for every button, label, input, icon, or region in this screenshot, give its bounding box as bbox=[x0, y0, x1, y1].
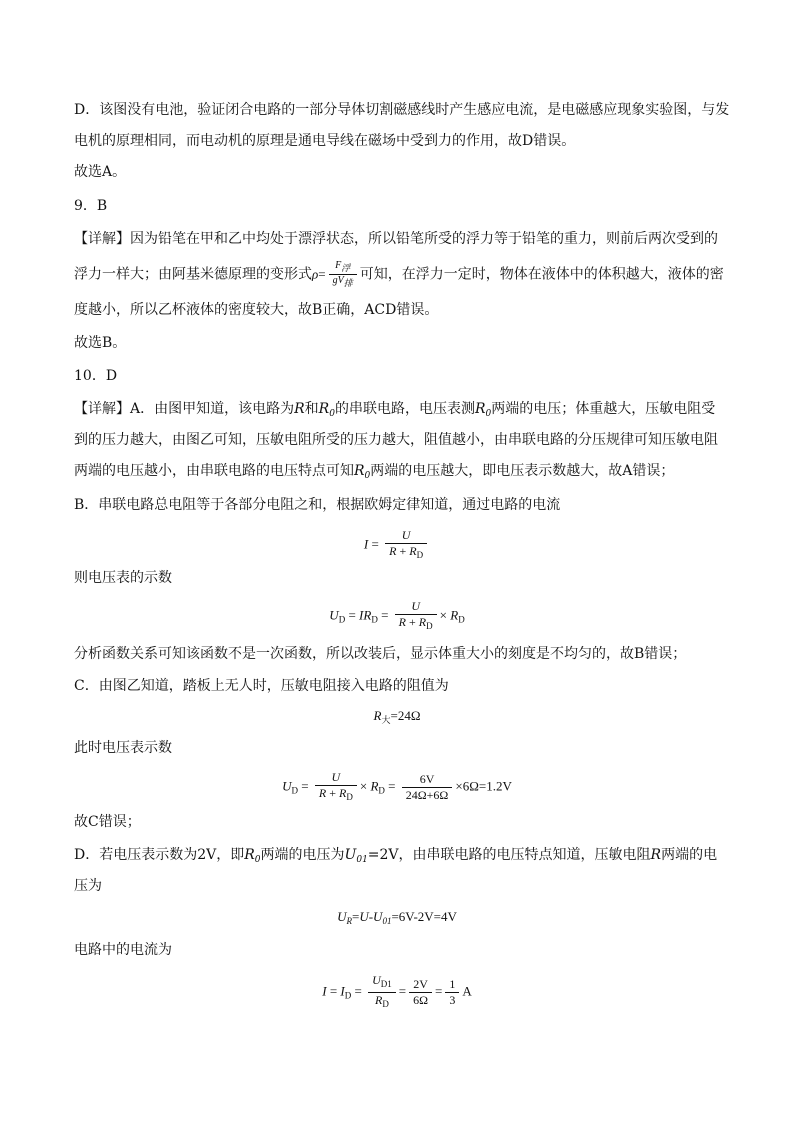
text-line: B．串联电路总电阻等于各部分电阻之和，根据欧姆定律知道，通过电路的电流 bbox=[74, 497, 561, 513]
fraction: $\frac{\text{F浮}}{\text{gV排}}$ bbox=[329, 260, 357, 289]
text-line: 故选A。 bbox=[74, 164, 127, 180]
text-line: 则电压表的示数 bbox=[74, 570, 172, 586]
fraction: $\frac{2V}{6\Omega}$ bbox=[409, 977, 432, 1008]
fraction: $\frac{U}{R + R_D}$ bbox=[385, 528, 427, 563]
text-line: 【详解】A．由图甲知道，该电路为R和$R_0$的串联电路，电压表测$R_0$两端的电压；体重越大，压敏电阻受 bbox=[74, 401, 716, 419]
text-line: 电机的原理相同，而电动机的原理是通电导线在磁场中受到力的作用，故D错误。 bbox=[74, 133, 576, 149]
text-line: 到的压力越大，由图乙可知，压敏电阻所受的压力越大，阻值越小，由串联电路的分压规律可知压敏电阻 bbox=[74, 432, 718, 448]
equation-current: I = $\frac{U}{R + R_D}$ bbox=[0, 528, 794, 563]
text-line: C．由图乙知道，踏板上无人时，压敏电阻接入电路的阻值为 bbox=[74, 678, 449, 694]
equation-ur: $U_R=U-U_{01}=6V-2V=4V$ bbox=[337, 909, 457, 926]
text-line: 两端的电压越小，由串联电路的电压特点可知$R_0$两端的电压越大，即电压表示数越大，故A错误； bbox=[74, 463, 675, 481]
text-line: 度越小，所以乙杯液体的密度较大，故B正确，ACD错误。 bbox=[74, 302, 439, 318]
equation-voltmeter: $U_D = IR_D$ = $\frac{U}{R + R_D}$ × $R_D$ bbox=[0, 599, 794, 634]
equation-current-value: $I = I_D$ = $\frac{U_{D1}}{R_D}$ = $\frac{2V}{6\Omega}$ = $\frac{1}{3}$ A bbox=[0, 973, 794, 1012]
text-line: 故C错误； bbox=[74, 814, 141, 830]
question-number: 10．D bbox=[74, 368, 118, 384]
text-line: 电路中的电流为 bbox=[74, 942, 172, 958]
text-line: 浮力一样大；由阿基米德原理的变形式ρ= $\frac{\text{F浮}}{\text{gV排}}$ 可知，在浮力一定时，物体在液体中的体积越大，液体的密 bbox=[74, 260, 724, 288]
text-line: 【详解】因为铅笔在甲和乙中均处于漂浮状态，所以铅笔所受的浮力等于铅笔的重力，则前后两次受到的 bbox=[74, 231, 718, 247]
equation-r-big: $R_大=24\Omega$ bbox=[373, 708, 421, 725]
fraction: $\frac{U}{R + R_D}$ bbox=[315, 770, 357, 805]
text-line: 分析函数关系可知该函数不是一次函数，所以改装后，显示体重大小的刻度是不均匀的，故B错误； bbox=[74, 646, 687, 662]
fraction: $\frac{1}{3}$ bbox=[445, 977, 459, 1008]
text-line: 故选B。 bbox=[74, 335, 127, 351]
fraction: $\frac{6V}{24\Omega+6\Omega}$ bbox=[402, 772, 453, 803]
text-line: 此时电压表示数 bbox=[74, 740, 172, 756]
fraction: $\frac{U}{R + R_D}$ bbox=[395, 599, 437, 634]
text-line: 压为 bbox=[74, 878, 102, 894]
text-line: D．若电压表示数为2V，即$R_0$两端的电压为$U_{01}=2V$，由串联电路的电压特点知道，压敏电阻R两端的电 bbox=[74, 847, 718, 865]
equation-voltage-value: $U_D$ = $\frac{U}{R + R_D}$ × $R_D$ = $\frac{6V}{24\Omega+6\Omega}$ ×6Ω=1.2V bbox=[0, 770, 794, 805]
text-line: D．该图没有电池，验证闭合电路的一部分导体切割磁感线时产生感应电流，是电磁感应现象实验图，与发 bbox=[74, 102, 730, 118]
question-number: 9．B bbox=[74, 198, 108, 214]
fraction: $\frac{U_{D1}}{R_D}$ bbox=[368, 973, 396, 1012]
